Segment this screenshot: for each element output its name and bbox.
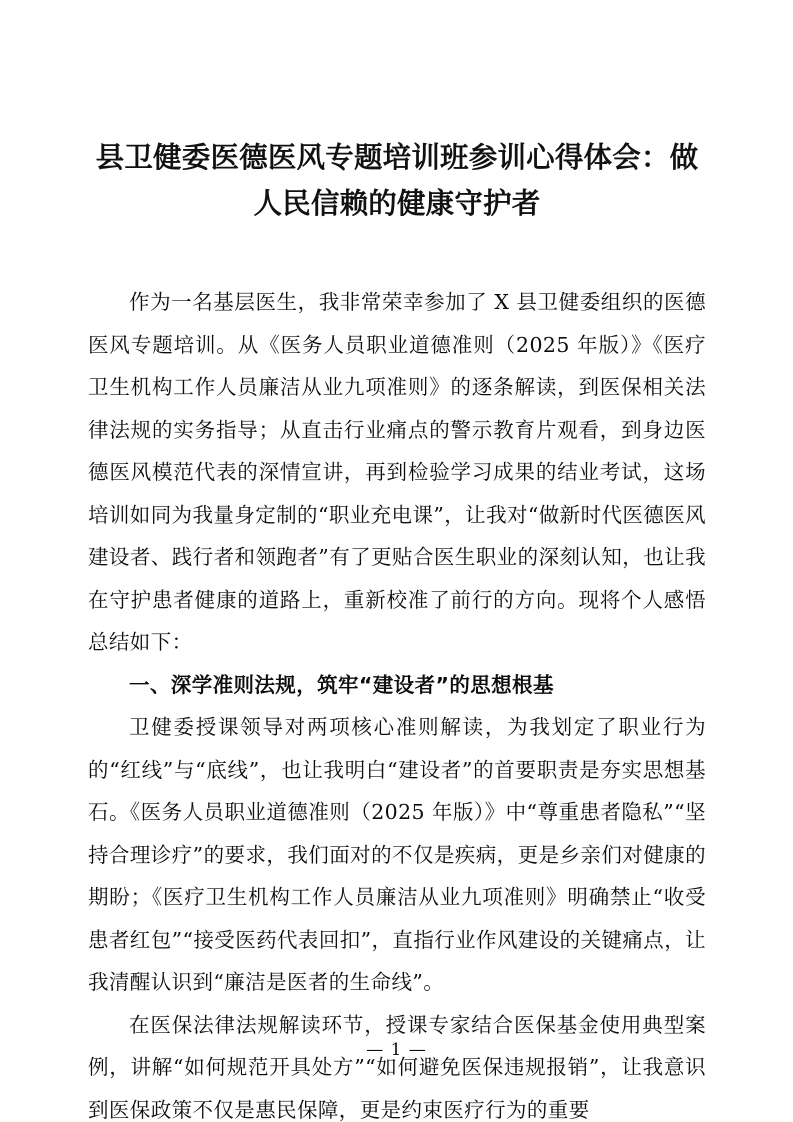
paragraph-1: 作为一名基层医生，我非常荣幸参加了 X 县卫健委组织的医德医风专题培训。从《医务人员职业道德准则（2025 年版）》《医疗卫生机构工作人员廉洁从业九项准则》的逐条解读，到医保相关法律法规的实务指导；从直击行业痛点的警示教育片观看，到身边医德医风模范代表的深情宣讲，再到检验学习成果的结业考试，这场培训如同为我量身定制的“职业充电课”，让我对“做新时代医德医风建设者、践行者和领跑者”有了更贴合医生职业的深刻认知，也让我在守护患者健康的道路上，重新校准了前行的方向。现将个人感悟总结如下： — [88, 290, 706, 654]
paragraph-2: 卫健委授课领导对两项核心准则解读，为我划定了职业行为的“红线”与“底线”，也让我明白“建设者”的首要职责是夯实思想基石。《医务人员职业道德准则（2025 年版）》中“尊重患者隐私”“坚持合理诊疗”的要求，我们面对的不仅是疾病，更是乡亲们对健康的期盼；《医疗卫生机构工作人员廉洁从业九项准则》明确禁止“收受患者红包”“接受医药代表回扣”，直指行业作风建设的关键痛点，让我清醒认识到“廉洁是医者的生命线”。 — [88, 715, 706, 994]
paragraph-3: 在医保法律法规解读环节，授课专家结合医保基金使用典型案例，讲解“如何规范开具处方”“如何避免医保违规报销”，让我意识到医保政策不仅是惠民保障，更是约束医疗行为的重要 — [88, 1012, 706, 1122]
document-content — [88, 0, 706, 1122]
page-title: 县卫健委医德医风专题培训班参训心得体会：做人民信赖的健康守护者 — [95, 141, 699, 220]
page-number: — 1 — — [366, 1040, 427, 1060]
section-heading-1: 一、深学准则法规，筑牢“建设者”的思想根基 — [129, 672, 554, 697]
